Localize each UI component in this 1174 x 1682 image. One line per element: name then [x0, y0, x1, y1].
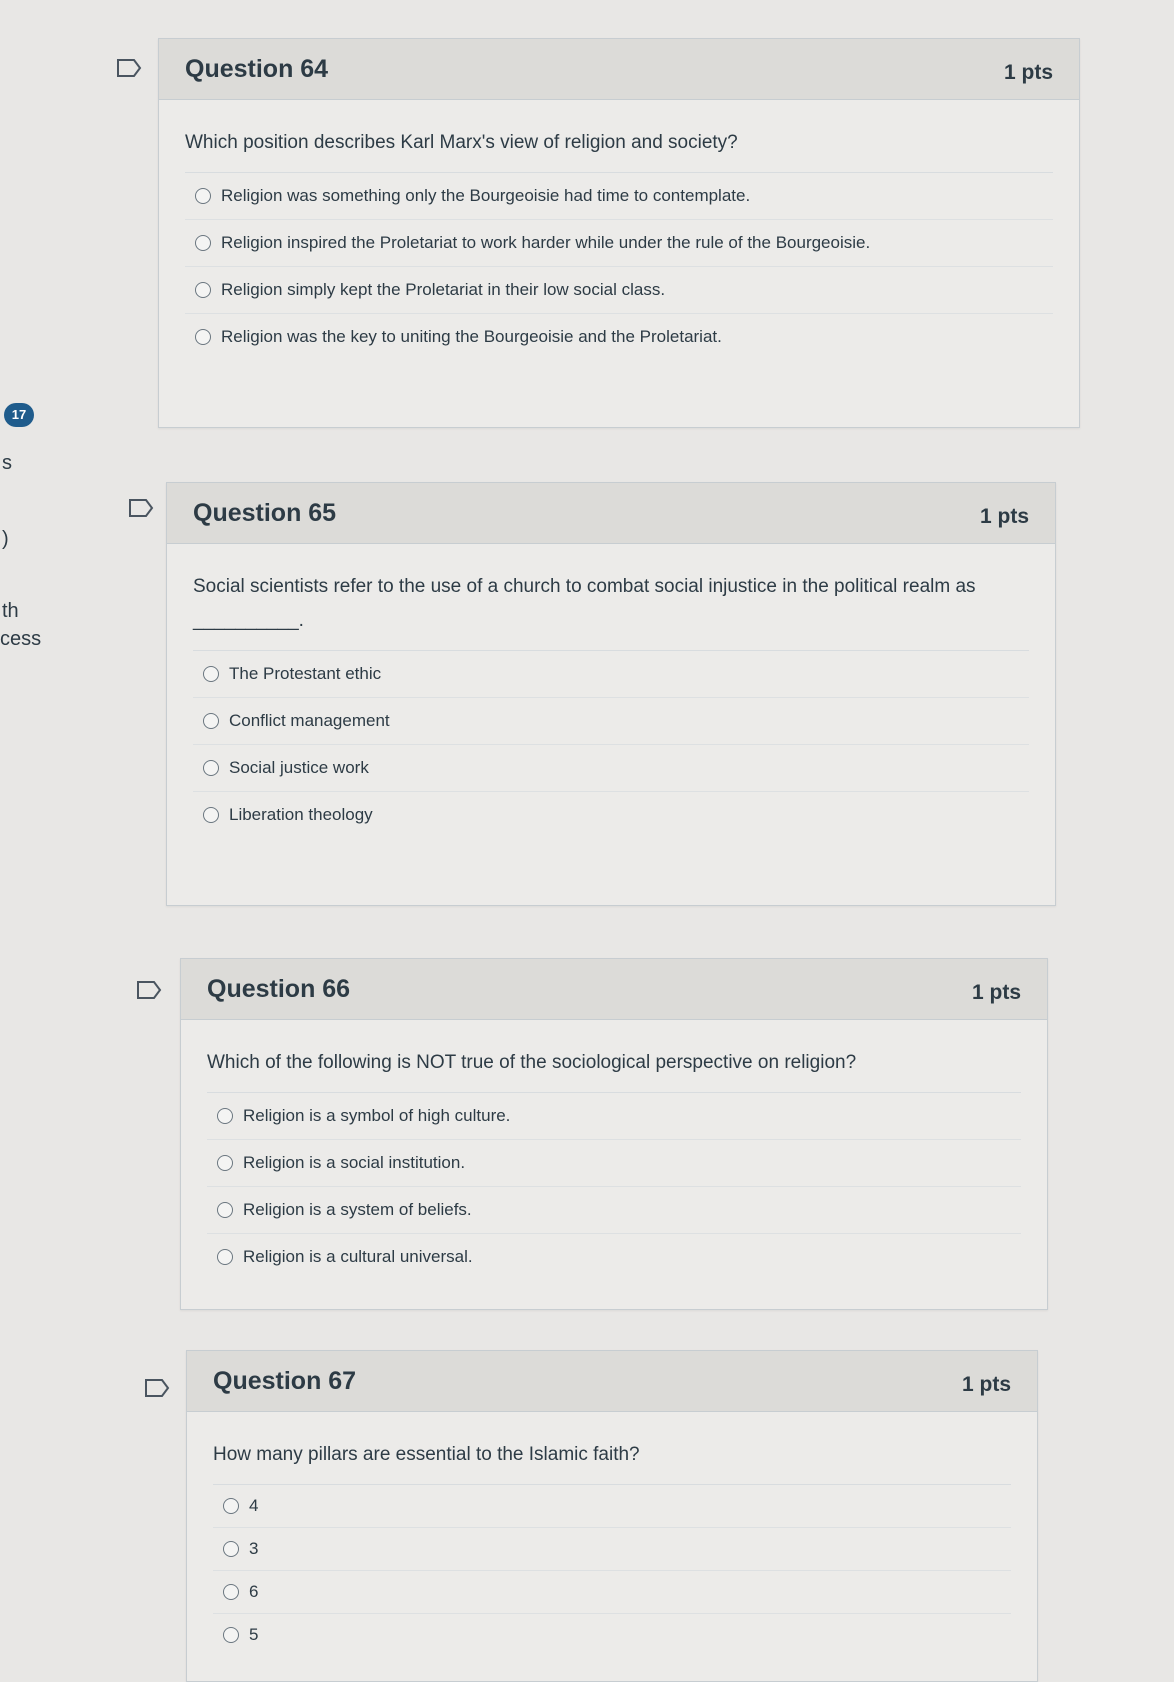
flag-question-icon[interactable] — [116, 58, 142, 78]
radio-button-icon[interactable] — [217, 1108, 233, 1124]
sidebar-fragment: th — [2, 600, 19, 622]
radio-button-icon[interactable] — [217, 1155, 233, 1171]
question-text: Which of the following is NOT true of the sociological perspective on religion? — [207, 1052, 857, 1073]
answer-label: Religion is a social institution. — [243, 1153, 466, 1172]
answer-option[interactable] — [185, 314, 1053, 360]
answer-label: Social justice work — [229, 758, 369, 777]
answer-option[interactable] — [185, 267, 1053, 314]
sidebar-fragment: cess — [0, 628, 42, 650]
question-title: Question 64 — [185, 55, 329, 83]
answer-label: 4 — [249, 1496, 259, 1515]
radio-button-icon[interactable] — [217, 1249, 233, 1265]
question-header — [187, 1351, 1037, 1412]
answer-option[interactable] — [193, 698, 1029, 745]
radio-button-icon[interactable] — [195, 329, 211, 345]
answer-list — [185, 172, 1053, 360]
sidebar-count-badge: 17 — [4, 403, 34, 427]
answer-label: Religion is a cultural universal. — [243, 1247, 473, 1266]
question-title: Question 66 — [207, 975, 351, 1003]
sidebar-fragment: s — [2, 452, 12, 474]
answer-option[interactable] — [193, 745, 1029, 792]
answer-list — [213, 1484, 1011, 1656]
fill-in-blank: __________. — [193, 610, 304, 631]
answer-option[interactable] — [185, 173, 1053, 220]
answer-option[interactable] — [213, 1528, 1011, 1571]
answer-option[interactable] — [185, 220, 1053, 267]
question-66 — [180, 958, 1048, 1310]
radio-button-icon[interactable] — [223, 1541, 239, 1557]
question-points: 1 pts — [971, 981, 1021, 1004]
answer-option[interactable] — [207, 1140, 1021, 1187]
radio-button-icon[interactable] — [195, 235, 211, 251]
answer-option[interactable] — [193, 792, 1029, 838]
radio-button-icon[interactable] — [203, 807, 219, 823]
answer-option[interactable] — [213, 1571, 1011, 1614]
question-header — [159, 39, 1079, 100]
radio-button-icon[interactable] — [223, 1498, 239, 1514]
answer-option[interactable] — [207, 1093, 1021, 1140]
answer-label: Liberation theology — [229, 805, 373, 824]
answer-option[interactable] — [213, 1614, 1011, 1656]
answer-label: Religion simply kept the Proletariat in their low social class. — [221, 280, 666, 299]
answer-label: Religion inspired the Proletariat to work harder while under the rule of the Bourgeoisie. — [221, 233, 871, 252]
answer-label: Religion was the key to uniting the Bourgeoisie and the Proletariat. — [221, 327, 722, 346]
radio-button-icon[interactable] — [203, 713, 219, 729]
sidebar-fragment: ) — [2, 528, 9, 550]
radio-button-icon[interactable] — [203, 666, 219, 682]
question-header — [167, 483, 1055, 544]
flag-question-icon[interactable] — [136, 980, 162, 1000]
question-text: Which position describes Karl Marx's view of religion and society? — [185, 132, 738, 153]
radio-button-icon[interactable] — [203, 760, 219, 776]
answer-label: 5 — [249, 1625, 259, 1644]
answer-list — [193, 650, 1029, 838]
question-header — [181, 959, 1047, 1020]
answer-list — [207, 1092, 1021, 1280]
question-title: Question 67 — [213, 1367, 357, 1395]
question-title: Question 65 — [193, 499, 337, 527]
answer-option[interactable] — [213, 1485, 1011, 1528]
question-points: 1 pts — [1003, 61, 1053, 84]
question-65 — [166, 482, 1056, 906]
question-64 — [158, 38, 1080, 428]
flag-question-icon[interactable] — [128, 498, 154, 518]
answer-label: The Protestant ethic — [229, 664, 382, 683]
question-text — [193, 544, 1029, 650]
answer-label: Religion is a system of beliefs. — [243, 1200, 472, 1219]
radio-button-icon[interactable] — [223, 1627, 239, 1643]
radio-button-icon[interactable] — [195, 282, 211, 298]
answer-label: 6 — [249, 1582, 259, 1601]
question-points: 1 pts — [961, 1373, 1011, 1396]
radio-button-icon[interactable] — [217, 1202, 233, 1218]
question-text-main: Social scientists refer to the use of a church to combat social injustice in the political realm as — [193, 576, 976, 597]
flag-question-icon[interactable] — [144, 1378, 170, 1398]
answer-option[interactable] — [207, 1187, 1021, 1234]
radio-button-icon[interactable] — [223, 1584, 239, 1600]
answer-label: 3 — [249, 1539, 259, 1558]
answer-option[interactable] — [193, 651, 1029, 698]
question-points: 1 pts — [979, 505, 1029, 528]
radio-button-icon[interactable] — [195, 188, 211, 204]
question-text: How many pillars are essential to the Islamic faith? — [213, 1444, 640, 1465]
answer-label: Conflict management — [229, 711, 390, 730]
answer-label: Religion was something only the Bourgeoisie had time to contemplate. — [221, 186, 751, 205]
answer-option[interactable] — [207, 1234, 1021, 1280]
question-67 — [186, 1350, 1038, 1682]
answer-label: Religion is a symbol of high culture. — [243, 1106, 511, 1125]
